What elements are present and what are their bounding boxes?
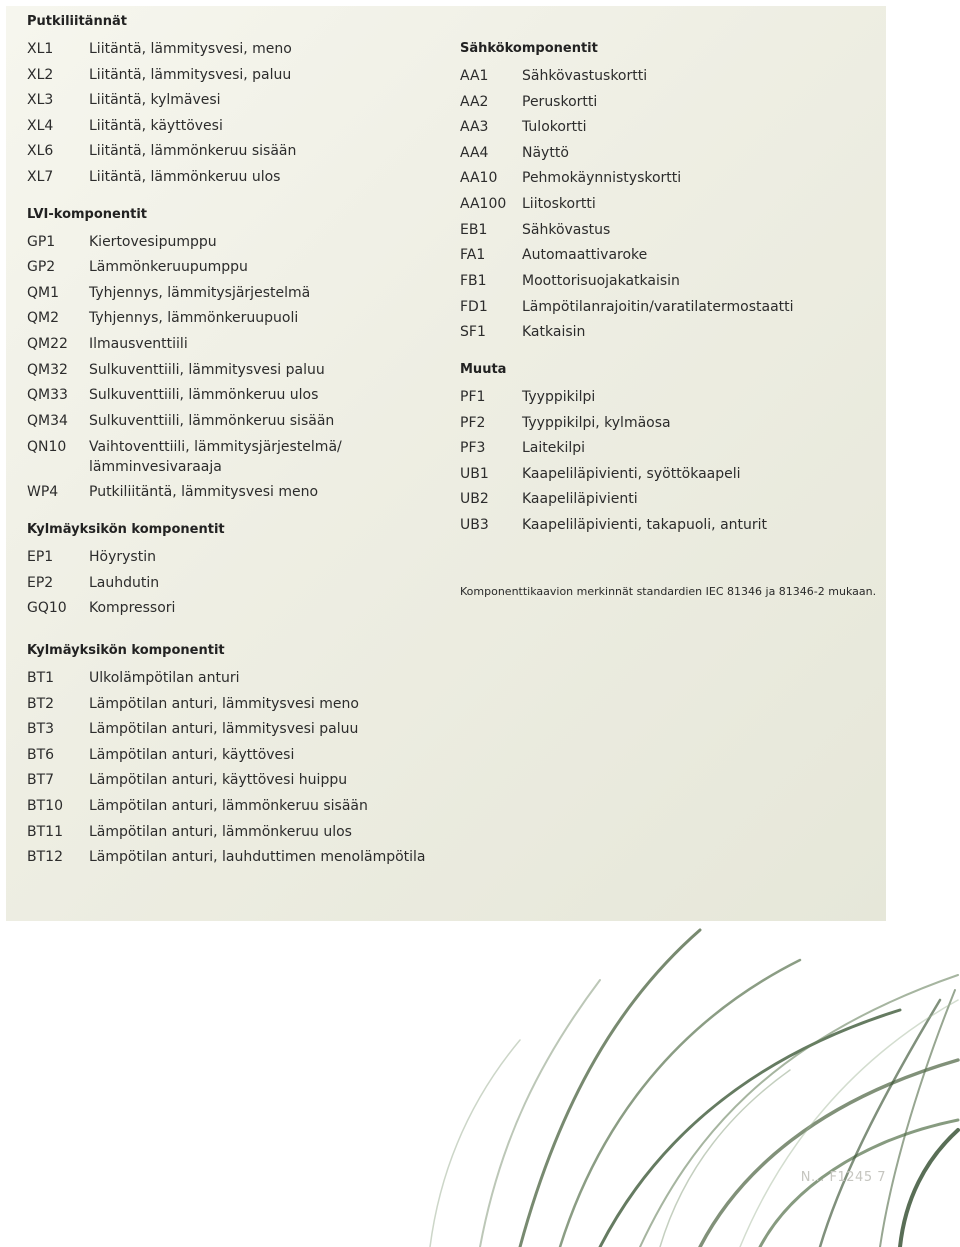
section-muuta — [460, 360, 880, 539]
component-code: XL2 — [27, 66, 54, 83]
component-code: AA4 — [460, 144, 489, 161]
component-description: Kaapeliläpivienti, takapuoli, anturit — [522, 516, 768, 533]
component-code: BT2 — [27, 695, 55, 712]
component-row — [460, 269, 880, 295]
component-code: EP2 — [27, 574, 54, 591]
component-code: EB1 — [460, 221, 488, 238]
component-description: Lämpötilan anturi, lauhduttimen menolämpötila — [89, 849, 426, 866]
component-description: Liitäntä, lämmönkeruu sisään — [89, 143, 297, 160]
component-code: QN10 — [27, 439, 67, 456]
component-code: PF3 — [460, 440, 486, 457]
component-description: Ulkolämpötilan anturi — [89, 670, 240, 686]
component-row — [27, 255, 437, 281]
component-code: QM22 — [27, 335, 68, 352]
component-row — [27, 114, 437, 140]
section-heading: Kylmäyksikön komponentit — [27, 521, 225, 537]
component-row — [27, 358, 437, 384]
component-row — [460, 192, 880, 218]
component-description: Lämpötilan anturi, lämmitysvesi meno — [89, 695, 359, 712]
component-description: Kaapeliläpivienti — [522, 491, 638, 508]
component-code: BT11 — [27, 823, 63, 840]
component-code: PF1 — [460, 388, 486, 405]
component-row — [27, 692, 447, 718]
component-code: UB2 — [460, 491, 489, 508]
component-row — [27, 230, 437, 256]
component-code: BT3 — [27, 721, 55, 738]
component-code: SF1 — [460, 324, 486, 341]
component-code: AA3 — [460, 119, 489, 136]
component-code: GP2 — [27, 259, 56, 276]
component-description: Lämpötilan anturi, lämmitysvesi paluu — [89, 721, 359, 738]
component-row — [460, 294, 880, 320]
component-description: Sulkuventtiili, lämmitysvesi paluu — [89, 361, 325, 378]
bottom-column — [27, 641, 447, 885]
component-row — [27, 768, 447, 794]
component-code: XL6 — [27, 143, 54, 160]
component-row — [27, 37, 437, 63]
component-description: Lämpötilan anturi, lämmönkeruu sisään — [89, 797, 368, 814]
component-description: Katkaisin — [522, 324, 586, 341]
component-row — [460, 411, 880, 437]
component-row — [27, 666, 447, 692]
component-code: BT12 — [27, 849, 63, 866]
component-code: QM1 — [27, 284, 60, 301]
component-code: QM32 — [27, 361, 68, 378]
component-row — [27, 434, 437, 480]
component-description: Kompressori — [89, 600, 176, 617]
component-code: QM34 — [27, 412, 68, 429]
component-description: Automaattivaroke — [522, 247, 648, 264]
component-row — [27, 409, 437, 435]
component-description: Lämpötilan anturi, käyttövesi huippu — [89, 772, 348, 789]
component-code: AA10 — [460, 170, 498, 187]
component-code: XL4 — [27, 117, 54, 134]
component-row — [27, 571, 437, 597]
page-reference: N... F1245 7 — [800, 1170, 886, 1185]
component-row — [460, 243, 880, 269]
component-description: Liitäntä, kylmävesi — [89, 92, 221, 109]
component-code: XL1 — [27, 41, 54, 57]
component-code: FD1 — [460, 299, 488, 316]
component-code: UB3 — [460, 516, 489, 533]
component-row — [460, 487, 880, 513]
component-code: WP4 — [27, 484, 59, 501]
section-putkiliitannat — [27, 12, 437, 191]
section-anturit — [27, 641, 447, 871]
component-code: EP1 — [27, 548, 54, 565]
component-row — [27, 743, 447, 769]
component-description: Lämmönkeruupumppu — [89, 259, 248, 276]
component-description: Liitoskortti — [522, 195, 596, 212]
component-row — [27, 845, 447, 871]
section-heading: LVI-komponentit — [27, 206, 148, 222]
component-row — [460, 462, 880, 488]
component-description: Lämpötilanrajoitin/varatilatermostaatti — [522, 299, 794, 316]
component-description: Liitäntä, käyttövesi — [89, 117, 223, 134]
component-description: Laitekilpi — [522, 440, 586, 457]
component-code: BT1 — [27, 670, 55, 686]
section-sahkokomponentit — [460, 39, 880, 346]
component-description: Tulokortti — [522, 119, 587, 136]
component-description: Lauhdutin — [89, 574, 160, 591]
component-description: Putkiliitäntä, lämmitysvesi meno — [89, 484, 319, 501]
left-column — [27, 12, 437, 636]
component-description: Moottorisuojakatkaisin — [522, 272, 680, 289]
component-description: Liitäntä, lämmönkeruu ulos — [89, 168, 281, 185]
component-row — [460, 385, 880, 411]
component-row — [27, 717, 447, 743]
component-description: Ilmausventtiili — [89, 335, 188, 352]
component-code: GP1 — [27, 233, 56, 250]
section-heading: Sähkökomponentit — [460, 41, 598, 56]
component-description: Tyhjennys, lämmönkeruupuoli — [89, 310, 299, 327]
component-row — [460, 141, 880, 167]
component-code: AA100 — [460, 195, 507, 212]
component-row — [27, 281, 437, 307]
section-lvi-komponentit — [27, 205, 437, 506]
component-row — [460, 64, 880, 90]
component-description: Vaihtoventtiili, lämmitysjärjestelmä/ lämminvesivaraaja — [89, 439, 342, 476]
component-code: BT7 — [27, 772, 55, 789]
component-description: Sähkövastuskortti — [522, 68, 648, 84]
component-code: FB1 — [460, 272, 487, 289]
component-row — [27, 480, 437, 506]
component-code: AA1 — [460, 68, 489, 84]
component-description: Kaapeliläpivienti, syöttökaapeli — [522, 465, 741, 482]
component-code: XL7 — [27, 168, 54, 185]
component-row — [27, 545, 437, 571]
component-description: Liitäntä, lämmitysvesi, meno — [89, 41, 292, 57]
component-description: Tyyppikilpi — [522, 388, 596, 405]
component-description: Sulkuventtiili, lämmönkeruu sisään — [89, 412, 335, 429]
component-description: Sähkövastus — [522, 221, 611, 238]
component-description: Tyhjennys, lämmitysjärjestelmä — [89, 284, 311, 301]
component-code: GQ10 — [27, 600, 67, 617]
component-row — [27, 596, 437, 622]
component-description: Höyrystin — [89, 548, 156, 565]
component-description: Sulkuventtiili, lämmönkeruu ulos — [89, 387, 319, 404]
component-row — [460, 513, 880, 539]
component-code: QM2 — [27, 310, 60, 327]
component-code: BT10 — [27, 797, 63, 814]
component-row — [460, 218, 880, 244]
section-heading: Muuta — [460, 361, 507, 377]
component-description: Pehmokäynnistyskortti — [522, 170, 682, 187]
component-row — [27, 332, 437, 358]
component-code: UB1 — [460, 465, 489, 482]
component-description: Lämpötilan anturi, lämmönkeruu ulos — [89, 823, 352, 840]
component-code: FA1 — [460, 247, 486, 264]
component-row — [27, 165, 437, 191]
component-description: Liitäntä, lämmitysvesi, paluu — [89, 66, 292, 83]
component-description: Kiertovesipumppu — [89, 233, 217, 250]
component-code: PF2 — [460, 414, 486, 431]
component-row — [460, 115, 880, 141]
component-code: AA2 — [460, 93, 489, 110]
component-row — [27, 139, 437, 165]
component-description: Näyttö — [522, 144, 569, 161]
standards-note: Komponenttikaavion merkinnät standardien IEC 81346 ja 81346-2 mukaan. — [460, 585, 877, 598]
component-row — [27, 383, 437, 409]
component-row — [27, 88, 437, 114]
component-code: XL3 — [27, 92, 54, 109]
component-code: QM33 — [27, 387, 68, 404]
component-row — [27, 306, 437, 332]
right-column — [460, 39, 880, 553]
component-description: Tyyppikilpi, kylmäosa — [522, 414, 671, 431]
component-row — [27, 820, 447, 846]
component-description: Peruskortti — [522, 93, 598, 110]
section-heading: Putkiliitännät — [27, 14, 127, 29]
component-row — [27, 63, 437, 89]
section-kylmayksikon-komponentit — [27, 520, 437, 622]
component-code: BT6 — [27, 746, 55, 763]
component-row — [460, 166, 880, 192]
component-row — [27, 794, 447, 820]
section-heading: Kylmäyksikön komponentit — [27, 643, 225, 658]
component-row — [460, 436, 880, 462]
component-description: Lämpötilan anturi, käyttövesi — [89, 746, 295, 763]
component-row — [460, 90, 880, 116]
component-row — [460, 320, 880, 346]
